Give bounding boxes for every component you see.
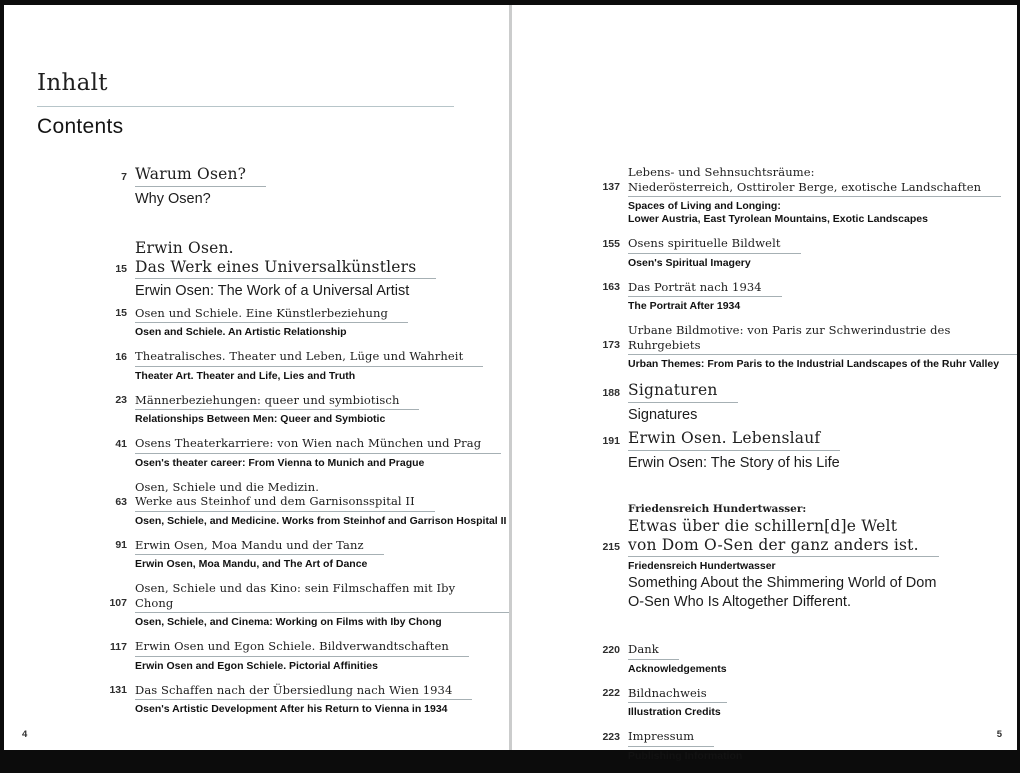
english-title-line: Something About the Shimmering World of Dom — [628, 575, 937, 591]
page-right — [512, 5, 1017, 762]
german-title-line: Erwin Osen. — [135, 239, 234, 257]
english-title-line: Spaces of Living and Longing: — [628, 200, 781, 212]
toc-entries-right — [550, 165, 1017, 773]
entry-page-number: 41 — [115, 437, 127, 450]
book-spread — [4, 5, 1017, 762]
english-title-line: Erwin Osen, Moa Mandu, and The Art of Dance — [135, 558, 368, 570]
german-title-line: Osens Theaterkarriere: von Wien nach München und Prag — [135, 436, 482, 450]
entry-page-number: 163 — [602, 281, 620, 293]
entry-title-english — [135, 512, 509, 528]
entry-page-number: 155 — [602, 237, 620, 250]
entry-title-german — [135, 639, 469, 657]
english-title-line: Illustration Credits — [628, 706, 721, 718]
entry-title-german — [628, 686, 727, 704]
entry-title-english — [628, 355, 1017, 371]
entry-title-english — [628, 660, 1017, 676]
entry-page-number: 223 — [602, 730, 620, 743]
entry-title-english — [135, 367, 509, 383]
entry-title-german — [135, 306, 408, 324]
entry-title-german — [135, 480, 435, 512]
entry-title-german — [135, 349, 483, 367]
entry-title-english — [628, 297, 1017, 313]
entry-title-english — [135, 323, 509, 339]
toc-entry — [37, 581, 509, 629]
entry-title-german — [135, 683, 472, 701]
german-title-line: Das Porträt nach 1934 — [628, 279, 762, 294]
german-title-line: Erwin Osen, Moa Mandu und der Tanz — [135, 537, 364, 552]
german-title-line: Werke aus Steinhof und dem Garnisonsspital II — [135, 494, 415, 508]
entry-page-number: 173 — [602, 339, 620, 351]
english-title-line: Urban Themes: From Paris to the Industrial Landscapes of the Ruhr Valley — [628, 358, 1000, 370]
german-title-line: Niederösterreich, Osttiroler Berge, exotische Landschaften — [628, 179, 982, 194]
entry-page-number: 107 — [109, 597, 127, 609]
toc-entry — [37, 480, 509, 528]
english-title-line: Theater Art. Theater and Life, Lies and Truth — [135, 369, 356, 382]
english-title-line: Why Osen? — [135, 190, 211, 207]
entry-title-german — [628, 642, 679, 660]
entry-page-number: 15 — [115, 307, 127, 319]
german-title-line: Bildnachweis — [628, 685, 707, 700]
german-title-line: Osen und Schiele. Eine Künstlerbeziehung — [135, 305, 388, 320]
entry-page-number: 222 — [602, 687, 620, 699]
entry-title-german — [628, 381, 738, 403]
entry-title-german — [135, 538, 384, 556]
entry-page-number: 137 — [602, 181, 620, 193]
toc-entry — [37, 639, 509, 673]
english-title-line: Osen's Artistic Development After his Return to Vienna in 1934 — [135, 703, 448, 715]
toc-title — [37, 70, 509, 139]
entry-title-english — [135, 279, 509, 301]
entry-title-german — [135, 165, 266, 187]
entry-title-german — [628, 429, 840, 451]
english-title-line: Osen and Schiele. An Artistic Relationship — [135, 326, 347, 338]
entry-page-number: 23 — [115, 394, 127, 406]
entry-page-number: 63 — [115, 495, 127, 508]
entry-page-number: 215 — [602, 541, 620, 553]
entry-title-english — [135, 410, 509, 426]
toc-entry — [550, 381, 1017, 424]
german-title-line: Impressum — [628, 729, 695, 743]
toc-entry — [37, 239, 509, 301]
page-left — [4, 5, 509, 750]
entry-title-german — [135, 393, 419, 411]
entry-title-english — [135, 613, 509, 629]
toc-entry — [37, 349, 509, 383]
entry-page-number: 191 — [602, 434, 620, 447]
entry-intro-english: Friedensreich Hundertwasser — [628, 560, 776, 572]
german-title-line: Dank — [628, 642, 659, 656]
german-title-line: Osen, Schiele und die Medizin. — [135, 479, 319, 494]
toc-entry — [37, 306, 509, 340]
german-title-line: von Dom O-Sen der ganz anders ist. — [628, 535, 919, 554]
toc-entry — [37, 436, 509, 470]
toc-entry — [550, 323, 1017, 371]
entry-title-german — [135, 239, 436, 279]
entry-intro-german: Friedensreich Hundertwasser: — [628, 503, 807, 515]
toc-entry — [550, 280, 1017, 314]
english-title-line: Acknowledgements — [628, 662, 727, 675]
entry-title-english — [135, 700, 509, 716]
entry-page-number: 91 — [115, 539, 127, 551]
german-title-line: Osen, Schiele und das Kino: sein Filmschaffen mit Iby Chong — [135, 581, 456, 610]
title-divider-rule — [37, 106, 454, 107]
german-title-line: Etwas über die schillern[d]e Welt — [628, 517, 898, 535]
english-title-line: Osen, Schiele, and Cinema: Working on Films with Iby Chong — [135, 616, 442, 628]
entry-title-german — [628, 503, 939, 557]
entry-title-english — [628, 197, 1017, 226]
entry-page-number: 220 — [602, 643, 620, 656]
german-title-line: Warum Osen? — [135, 165, 247, 183]
english-title-line: Osen, Schiele, and Medicine. Works from Steinhof and Garrison Hospital II — [135, 514, 507, 527]
toc-entry — [550, 686, 1017, 720]
english-title-line: The Portrait After 1934 — [628, 300, 741, 312]
english-title-line: Erwin Osen: The Story of his Life — [628, 454, 840, 471]
entry-title-german — [628, 236, 801, 254]
entry-page-number: 16 — [115, 350, 127, 363]
entry-page-number: 131 — [109, 684, 127, 696]
english-title-line: Erwin Osen and Egon Schiele. Pictorial Affinities — [135, 659, 378, 672]
german-title-line: Osens spirituelle Bildwelt — [628, 236, 781, 250]
german-title-line: Lebens- und Sehnsuchtsräume: — [628, 165, 815, 179]
toc-entry — [550, 729, 1017, 763]
toc-entry — [550, 642, 1017, 676]
english-title-line: Osen's theater career: From Vienna to Munich and Prague — [135, 456, 425, 469]
german-title-line: Theatralisches. Theater und Leben, Lüge und Wahrheit — [135, 349, 464, 363]
entry-title-english — [628, 254, 1017, 270]
entry-page-number: 188 — [602, 386, 620, 399]
entry-title-english — [628, 451, 1017, 473]
german-title-line: Erwin Osen und Egon Schiele. Bildverwandtschaften — [135, 639, 449, 653]
english-title-line: Relationships Between Men: Queer and Symbiotic — [135, 413, 386, 425]
entry-title-german — [628, 729, 714, 747]
toc-entry — [37, 683, 509, 717]
german-title-line: Signaturen — [628, 381, 718, 399]
toc-title-english: Contents — [37, 115, 124, 138]
german-title-line: Männerbeziehungen: queer und symbiotisch — [135, 392, 400, 407]
entry-title-german — [135, 581, 509, 613]
entry-title-english — [135, 657, 509, 673]
toc-title-german: Inhalt — [37, 70, 108, 96]
entry-page-number: 7 — [121, 170, 127, 183]
toc-entry — [550, 429, 1017, 472]
toc-entry — [550, 236, 1017, 270]
entry-title-english — [135, 454, 509, 470]
entry-title-german — [135, 436, 501, 454]
folio-left: 4 — [22, 729, 28, 740]
german-title-line: Urbane Bildmotive: von Paris zur Schwerindustrie des Ruhrgebiets — [628, 323, 951, 352]
german-title-line: Erwin Osen. Lebenslauf — [628, 429, 821, 447]
english-title-line: Osen's Spiritual Imagery — [628, 256, 751, 269]
toc-entry — [37, 538, 509, 572]
entry-title-german — [628, 323, 1017, 355]
entry-title-english — [628, 747, 1017, 763]
entry-title-english — [135, 187, 509, 209]
toc-entry — [37, 393, 509, 427]
german-title-line: Das Werk eines Universalkünstlers — [135, 257, 417, 276]
entry-title-english — [628, 557, 1017, 611]
toc-entry — [550, 503, 1017, 611]
english-title-line: Signatures — [628, 406, 698, 423]
english-title-line: Lower Austria, East Tyrolean Mountains, Exotic Landscapes — [628, 213, 928, 225]
toc-entry — [37, 165, 509, 208]
entry-title-german — [628, 165, 1001, 197]
entry-title-german — [628, 280, 782, 298]
toc-entries-left — [37, 165, 509, 726]
entry-title-english — [628, 403, 1017, 425]
entry-title-english — [628, 703, 1017, 719]
folio-right: 5 — [996, 729, 1002, 740]
english-title-line: O-Sen Who Is Altogether Different. — [628, 593, 851, 610]
entry-title-english — [135, 555, 509, 571]
entry-page-number: 15 — [115, 263, 127, 275]
toc-entry — [550, 165, 1017, 226]
entry-page-number: 117 — [110, 640, 127, 653]
english-title-line: Erwin Osen: The Work of a Universal Artist — [135, 283, 410, 299]
english-title-line: Publishing Information — [628, 749, 743, 762]
german-title-line: Das Schaffen nach der Übersiedlung nach Wien 1934 — [135, 682, 453, 697]
